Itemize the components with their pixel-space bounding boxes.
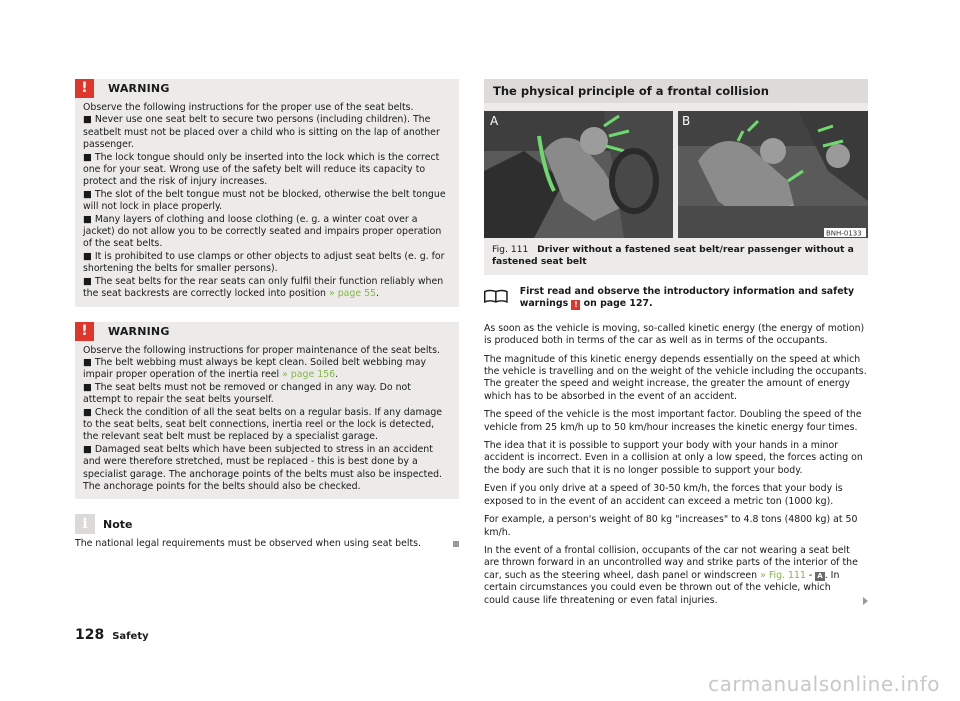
warning-box-usage (75, 79, 459, 307)
warning-item: ■ Many layers of clothing and loose clothing (e. g. a winter coat over a jacket) do not allow you to be correctly seated and impairs proper operation of the seat belts. (83, 213, 442, 250)
figure-caption-text: Driver without a fastened seat belt/rear passenger without a fastened seat belt (492, 244, 854, 267)
warning-title: WARNING (108, 324, 170, 338)
note-header (75, 514, 459, 534)
page-link[interactable]: » page 55 (328, 288, 377, 300)
figure-letter-badge: A (817, 571, 823, 580)
section-end-icon (453, 541, 459, 547)
watermark: carmanualsonline.info (708, 672, 940, 696)
warning-icon: ! (571, 300, 580, 310)
warning-header (75, 79, 459, 98)
figure-label-b: B (682, 114, 691, 128)
page-number: 128 (75, 627, 105, 643)
note-title: Note (103, 517, 133, 531)
figure-box (484, 103, 868, 275)
note-box (75, 514, 459, 550)
warning-header (75, 322, 459, 341)
info-icon: i (75, 514, 95, 534)
warning-item: ■ Damaged seat belts which have been subjected to stress in an accident and were therefore stretched, must be replaced - this is best done by a specialist garage. The anchorage points of the belts must also be inspected. The anchorage points for the belts should also be checked. (83, 443, 443, 492)
page-footer (75, 627, 149, 643)
page-link[interactable]: » page 156 (282, 369, 336, 381)
warning-item: ■ The seat belts must not be removed or changed in any way. Do not attempt to repair the seat belts yourself. (83, 381, 411, 406)
warning-icon: ! (75, 322, 94, 341)
body-paragraph: The idea that it is possible to support your body with your hands in a minor accident is incorrect. Even in a collision at only a low speed, the forces acting on the body are such that it is no longer possible to support your body. (484, 440, 863, 476)
body-paragraph: The speed of the vehicle is the most important factor. Doubling the speed of the vehicle from 25 km/h up to 50 km/hour increases the kinetic energy four times. (484, 409, 862, 433)
warning-item: ■ It is prohibited to use clamps or other objects to adjust seat belts (e. g. for shortening the belts for smaller persons). (83, 250, 445, 275)
warning-item: ■ Check the condition of all the seat belts on a regular basis. If any damage to the seat belts, seat belt connections, inertia reel or the lock is detected, the relevant seat belt must be replaced by a specialist garage. (83, 406, 443, 443)
left-column (75, 79, 459, 551)
body-paragraph: The magnitude of this kinetic energy depends essentially on the speed at which the vehicle is travelling and on the weight of the vehicle including the occupants. The greater the speed and weight increase, the greater the amount of energy which has to be absorbed in the event of an accident. (484, 353, 867, 402)
read-first-notice (484, 286, 868, 311)
figure-image-a (484, 111, 673, 238)
warning-title: WARNING (108, 82, 170, 95)
footer-section: Safety (112, 631, 149, 642)
figure-image-b (678, 111, 868, 238)
figure-link[interactable]: » Fig. 111 (760, 569, 806, 581)
illustration-passenger-icon (678, 111, 868, 238)
warning-body (75, 98, 459, 301)
continue-arrow-icon (863, 597, 868, 605)
warning-icon: ! (75, 79, 94, 98)
note-text: The national legal requirements must be observed when using seat belts. (75, 538, 422, 550)
warning-item: ■ Never use one seat belt to secure two persons (including children). The seatbelt must not be placed over a child who is sitting on the lap of another passenger. (83, 114, 440, 151)
warning-intro: Observe the following instructions for proper maintenance of the seat belts. (83, 344, 440, 356)
figure-caption (484, 238, 868, 268)
figure-code: BNH-0133 (826, 229, 862, 238)
figure-images (484, 111, 868, 238)
right-column (484, 79, 868, 607)
figure-label-a: A (490, 114, 499, 128)
body-paragraph: For example, a person's weight of 80 kg "increases" to 4.8 tons (4800 kg) at 50 km/h. (484, 514, 858, 538)
warning-item: ■ The seat belts for the rear seats can only fulfil their function reliably when the seat backrests are correctly locked into position » page 55. (83, 275, 444, 300)
warning-item: ■ The slot of the belt tongue must not be blocked, otherwise the belt tongue will not lock in place properly. (83, 188, 446, 213)
section-title: The physical principle of a frontal collision (484, 79, 868, 103)
body-paragraph: In the event of a frontal collision, occupants of the car not wearing a seat belt are thrown forward in an uncontrolled way and strike parts of the interior of the car, such as the steering wheel, dash panel or windscreen » Fig. 111 - A . In certain circumstances you could even be thrown out of the vehicle, which could cause life threatening or even fatal injuries. (484, 545, 868, 607)
warning-intro: Observe the following instructions for the proper use of the seat belts. (83, 102, 414, 113)
warning-item: ■ The belt webbing must always be kept clean. Soiled belt webbing may impair proper operation of the inertia reel » page 156. (83, 356, 426, 381)
illustration-driver-icon (484, 111, 673, 238)
read-first-text: First read and observe the introductory information and safety warnings ! on page 127. (519, 286, 855, 310)
warning-body (75, 341, 459, 494)
figure-number: Fig. 111 (492, 244, 529, 255)
warning-item: ■ The lock tongue should only be inserted into the lock which is the correct one for your seat. Wrong use of the safety belt will reduce its capacity to protect and the risk of injury increases. (83, 151, 440, 188)
book-icon (484, 286, 508, 306)
note-body (75, 538, 459, 550)
warning-box-maintenance (75, 322, 459, 500)
body-paragraph: As soon as the vehicle is moving, so-called kinetic energy (the energy of motion) is produced both in terms of the car as well as in terms of the occupants. (484, 322, 865, 347)
body-paragraph: Even if you only drive at a speed of 30-50 km/h, the forces that your body is exposed to in the event of an accident can exceed a metric ton (1000 kg). (484, 483, 843, 507)
